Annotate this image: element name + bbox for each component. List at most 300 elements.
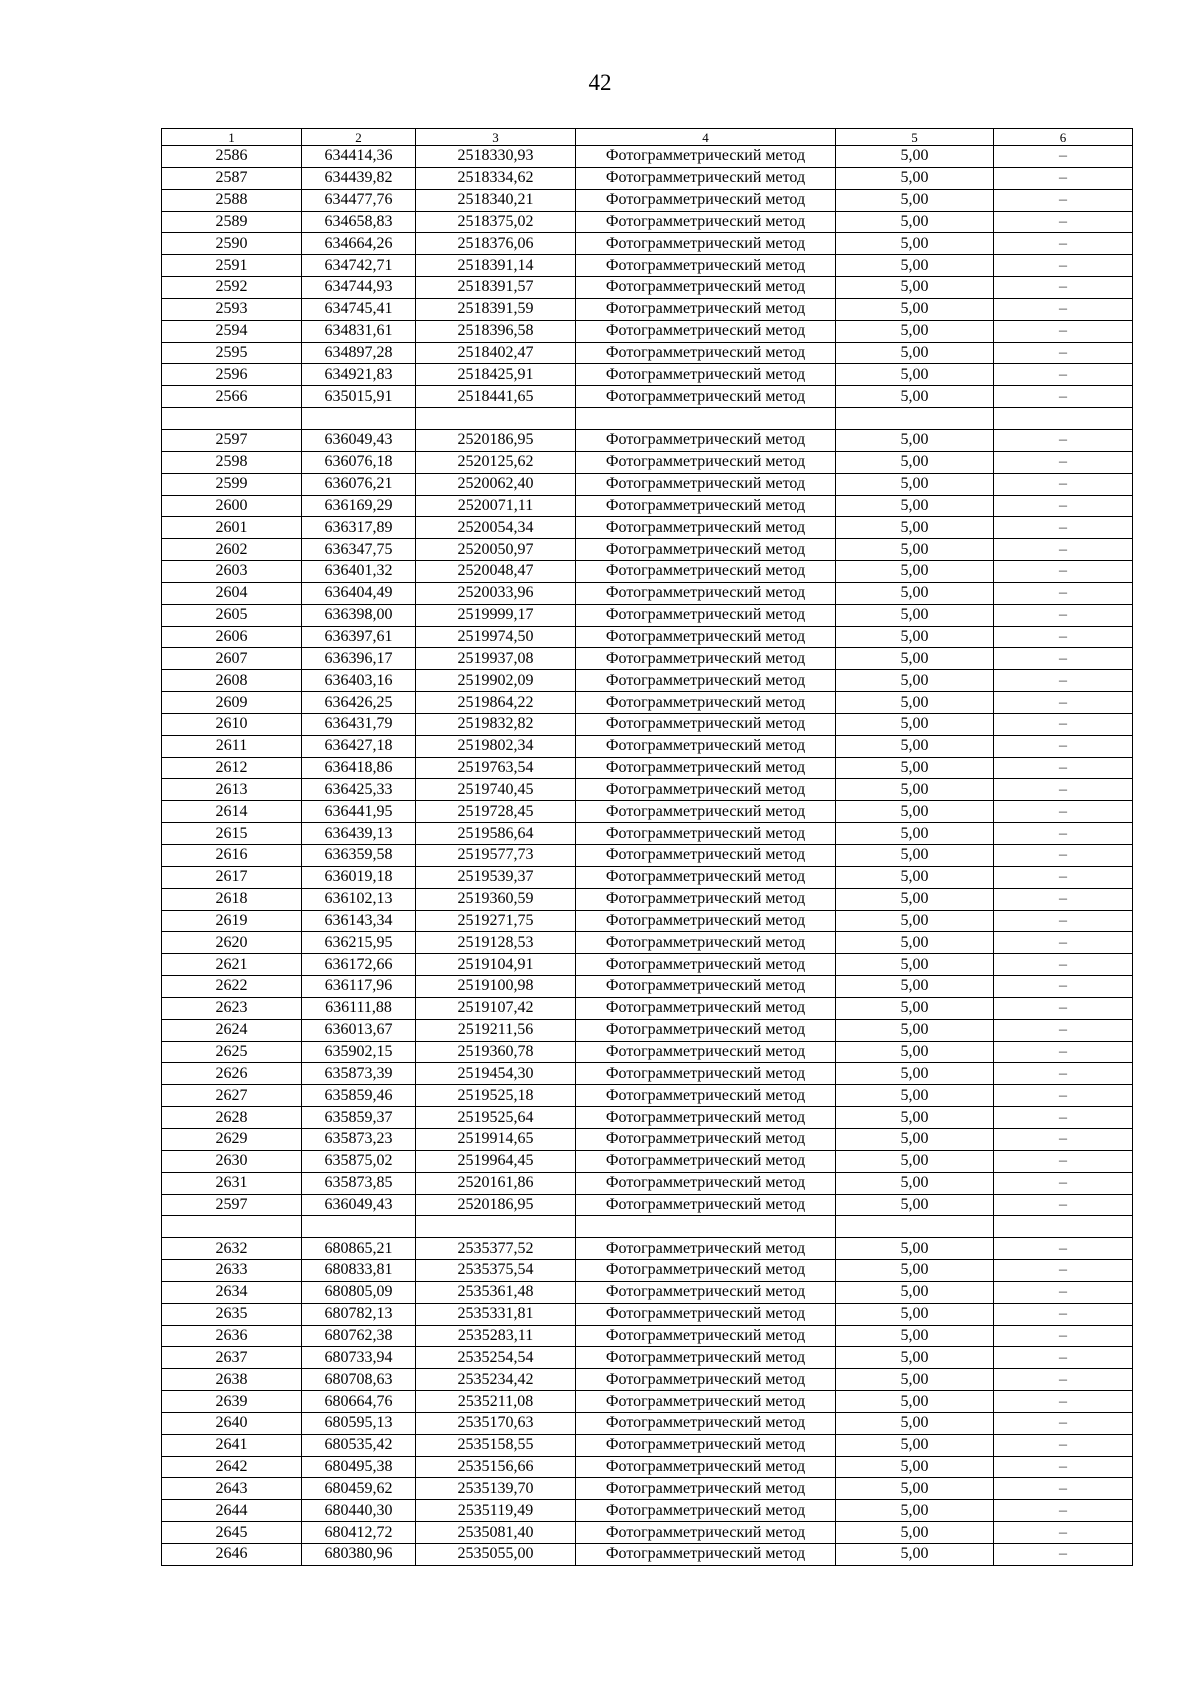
note-cell: – <box>994 779 1133 801</box>
column-header: 5 <box>836 129 994 146</box>
point-number-cell: 2640 <box>162 1412 302 1434</box>
y-coordinate-cell: 2519974,50 <box>416 626 576 648</box>
column-header: 2 <box>302 129 416 146</box>
table-row <box>162 255 1133 277</box>
point-number-cell: 2619 <box>162 910 302 932</box>
y-coordinate-cell: 2519999,17 <box>416 604 576 626</box>
table-row <box>162 866 1133 888</box>
table-row <box>162 1347 1133 1369</box>
accuracy-cell: 5,00 <box>836 451 994 473</box>
note-cell: – <box>994 517 1133 539</box>
accuracy-cell <box>836 408 994 430</box>
x-coordinate-cell: 680495,38 <box>302 1456 416 1478</box>
accuracy-cell: 5,00 <box>836 866 994 888</box>
point-number-cell: 2591 <box>162 255 302 277</box>
accuracy-cell: 5,00 <box>836 1238 994 1260</box>
table-row <box>162 692 1133 714</box>
point-number-cell: 2608 <box>162 670 302 692</box>
accuracy-cell: 5,00 <box>836 954 994 976</box>
point-number-cell: 2601 <box>162 517 302 539</box>
accuracy-cell: 5,00 <box>836 495 994 517</box>
note-cell: – <box>994 1172 1133 1194</box>
note-cell: – <box>994 888 1133 910</box>
note-cell: – <box>994 342 1133 364</box>
method-cell: Фотограмметрический метод <box>576 735 836 757</box>
method-cell: Фотограмметрический метод <box>576 1107 836 1129</box>
note-cell: – <box>994 1500 1133 1522</box>
y-coordinate-cell: 2519525,64 <box>416 1107 576 1129</box>
table-row <box>162 451 1133 473</box>
note-cell: – <box>994 845 1133 867</box>
table-row <box>162 1391 1133 1413</box>
point-number-cell: 2631 <box>162 1172 302 1194</box>
method-cell: Фотограмметрический метод <box>576 779 836 801</box>
accuracy-cell: 5,00 <box>836 1194 994 1216</box>
accuracy-cell: 5,00 <box>836 997 994 1019</box>
method-cell: Фотограмметрический метод <box>576 1391 836 1413</box>
note-cell: – <box>994 277 1133 299</box>
y-coordinate-cell: 2519763,54 <box>416 757 576 779</box>
point-number-cell: 2626 <box>162 1063 302 1085</box>
method-cell: Фотограмметрический метод <box>576 517 836 539</box>
method-cell: Фотограмметрический метод <box>576 451 836 473</box>
accuracy-cell: 5,00 <box>836 1041 994 1063</box>
note-cell: – <box>994 255 1133 277</box>
accuracy-cell: 5,00 <box>836 626 994 648</box>
accuracy-cell: 5,00 <box>836 320 994 342</box>
table-row <box>162 1434 1133 1456</box>
x-coordinate-cell: 635873,39 <box>302 1063 416 1085</box>
method-cell: Фотограмметрический метод <box>576 1500 836 1522</box>
note-cell: – <box>994 932 1133 954</box>
x-coordinate-cell: 634477,76 <box>302 189 416 211</box>
method-cell: Фотограмметрический метод <box>576 954 836 976</box>
table-row <box>162 1456 1133 1478</box>
accuracy-cell: 5,00 <box>836 648 994 670</box>
separator-row <box>162 1216 1133 1238</box>
point-number-cell: 2614 <box>162 801 302 823</box>
note-cell: – <box>994 670 1133 692</box>
y-coordinate-cell: 2518402,47 <box>416 342 576 364</box>
note-cell: – <box>994 1412 1133 1434</box>
method-cell: Фотограмметрический метод <box>576 364 836 386</box>
method-cell: Фотограмметрический метод <box>576 713 836 735</box>
method-cell: Фотограмметрический метод <box>576 1303 836 1325</box>
method-cell: Фотограмметрический метод <box>576 1544 836 1566</box>
x-coordinate-cell: 635873,23 <box>302 1128 416 1150</box>
x-coordinate-cell: 680833,81 <box>302 1260 416 1282</box>
x-coordinate-cell: 636418,86 <box>302 757 416 779</box>
accuracy-cell: 5,00 <box>836 1434 994 1456</box>
x-coordinate-cell: 636427,18 <box>302 735 416 757</box>
method-cell: Фотограмметрический метод <box>576 1522 836 1544</box>
x-coordinate-cell: 636396,17 <box>302 648 416 670</box>
table-row <box>162 954 1133 976</box>
y-coordinate-cell: 2519107,42 <box>416 997 576 1019</box>
table-row <box>162 1019 1133 1041</box>
accuracy-cell: 5,00 <box>836 1085 994 1107</box>
note-cell: – <box>994 1303 1133 1325</box>
y-coordinate-cell: 2519832,82 <box>416 713 576 735</box>
x-coordinate-cell: 635902,15 <box>302 1041 416 1063</box>
point-number-cell: 2607 <box>162 648 302 670</box>
point-number-cell: 2641 <box>162 1434 302 1456</box>
point-number-cell: 2634 <box>162 1281 302 1303</box>
x-coordinate-cell: 636426,25 <box>302 692 416 714</box>
point-number-cell: 2621 <box>162 954 302 976</box>
note-cell: – <box>994 997 1133 1019</box>
x-coordinate-cell: 634414,36 <box>302 146 416 168</box>
note-cell: – <box>994 233 1133 255</box>
note-cell: – <box>994 1019 1133 1041</box>
table-row <box>162 146 1133 168</box>
x-coordinate-cell: 636102,13 <box>302 888 416 910</box>
point-number-cell: 2592 <box>162 277 302 299</box>
accuracy-cell: 5,00 <box>836 888 994 910</box>
table-row <box>162 670 1133 692</box>
accuracy-cell: 5,00 <box>836 517 994 539</box>
point-number-cell: 2612 <box>162 757 302 779</box>
point-number-cell: 2642 <box>162 1456 302 1478</box>
x-coordinate-cell: 680762,38 <box>302 1325 416 1347</box>
point-number-cell: 2610 <box>162 713 302 735</box>
accuracy-cell: 5,00 <box>836 1478 994 1500</box>
table-row <box>162 735 1133 757</box>
point-number-cell: 2602 <box>162 539 302 561</box>
method-cell: Фотограмметрический метод <box>576 626 836 648</box>
point-number-cell: 2598 <box>162 451 302 473</box>
table-row <box>162 582 1133 604</box>
table-row <box>162 888 1133 910</box>
note-cell: – <box>994 1194 1133 1216</box>
note-cell: – <box>994 1281 1133 1303</box>
y-coordinate-cell: 2519100,98 <box>416 976 576 998</box>
table-row <box>162 189 1133 211</box>
point-number-cell: 2644 <box>162 1500 302 1522</box>
note-cell: – <box>994 1041 1133 1063</box>
method-cell: Фотограмметрический метод <box>576 604 836 626</box>
y-coordinate-cell: 2519577,73 <box>416 845 576 867</box>
x-coordinate-cell: 634742,71 <box>302 255 416 277</box>
point-number-cell: 2616 <box>162 845 302 867</box>
note-cell: – <box>994 451 1133 473</box>
y-coordinate-cell: 2518425,91 <box>416 364 576 386</box>
method-cell: Фотограмметрический метод <box>576 648 836 670</box>
x-coordinate-cell: 680782,13 <box>302 1303 416 1325</box>
y-coordinate-cell: 2520186,95 <box>416 429 576 451</box>
y-coordinate-cell: 2520048,47 <box>416 561 576 583</box>
y-coordinate-cell: 2519902,09 <box>416 670 576 692</box>
y-coordinate-cell: 2518391,59 <box>416 298 576 320</box>
note-cell: – <box>994 757 1133 779</box>
note-cell: – <box>994 823 1133 845</box>
accuracy-cell: 5,00 <box>836 604 994 626</box>
y-coordinate-cell: 2535055,00 <box>416 1544 576 1566</box>
x-coordinate-cell: 636111,88 <box>302 997 416 1019</box>
table-row <box>162 713 1133 735</box>
y-coordinate-cell: 2519211,56 <box>416 1019 576 1041</box>
method-cell <box>576 1216 836 1238</box>
accuracy-cell: 5,00 <box>836 1369 994 1391</box>
y-coordinate-cell: 2519740,45 <box>416 779 576 801</box>
x-coordinate-cell: 636439,13 <box>302 823 416 845</box>
x-coordinate-cell: 636019,18 <box>302 866 416 888</box>
note-cell: – <box>994 189 1133 211</box>
table-row <box>162 910 1133 932</box>
method-cell: Фотограмметрический метод <box>576 757 836 779</box>
method-cell: Фотограмметрический метод <box>576 823 836 845</box>
y-coordinate-cell: 2518340,21 <box>416 189 576 211</box>
y-coordinate-cell: 2535139,70 <box>416 1478 576 1500</box>
accuracy-cell: 5,00 <box>836 823 994 845</box>
accuracy-cell: 5,00 <box>836 976 994 998</box>
accuracy-cell: 5,00 <box>836 1456 994 1478</box>
method-cell: Фотограмметрический метод <box>576 997 836 1019</box>
point-number-cell: 2589 <box>162 211 302 233</box>
point-number-cell: 2635 <box>162 1303 302 1325</box>
note-cell: – <box>994 167 1133 189</box>
y-coordinate-cell: 2535377,52 <box>416 1238 576 1260</box>
note-cell: – <box>994 1128 1133 1150</box>
x-coordinate-cell: 680733,94 <box>302 1347 416 1369</box>
accuracy-cell: 5,00 <box>836 801 994 823</box>
note-cell: – <box>994 320 1133 342</box>
y-coordinate-cell: 2518376,06 <box>416 233 576 255</box>
accuracy-cell: 5,00 <box>836 342 994 364</box>
x-coordinate-cell: 636397,61 <box>302 626 416 648</box>
note-cell: – <box>994 1456 1133 1478</box>
note-cell: – <box>994 1369 1133 1391</box>
note-cell: – <box>994 1522 1133 1544</box>
y-coordinate-cell: 2519914,65 <box>416 1128 576 1150</box>
method-cell: Фотограмметрический метод <box>576 1019 836 1041</box>
y-coordinate-cell: 2520186,95 <box>416 1194 576 1216</box>
y-coordinate-cell: 2520062,40 <box>416 473 576 495</box>
x-coordinate-cell: 636401,32 <box>302 561 416 583</box>
y-coordinate-cell: 2535361,48 <box>416 1281 576 1303</box>
y-coordinate-cell: 2535170,63 <box>416 1412 576 1434</box>
table-row <box>162 976 1133 998</box>
note-cell: – <box>994 604 1133 626</box>
method-cell: Фотограмметрический метод <box>576 167 836 189</box>
accuracy-cell: 5,00 <box>836 1150 994 1172</box>
point-number-cell: 2628 <box>162 1107 302 1129</box>
x-coordinate-cell: 636403,16 <box>302 670 416 692</box>
accuracy-cell: 5,00 <box>836 692 994 714</box>
method-cell: Фотограмметрический метод <box>576 1194 836 1216</box>
x-coordinate-cell: 634745,41 <box>302 298 416 320</box>
method-cell: Фотограмметрический метод <box>576 1128 836 1150</box>
table-row <box>162 648 1133 670</box>
accuracy-cell: 5,00 <box>836 1260 994 1282</box>
table-row <box>162 298 1133 320</box>
note-cell: – <box>994 976 1133 998</box>
x-coordinate-cell: 634744,93 <box>302 277 416 299</box>
point-number-cell: 2587 <box>162 167 302 189</box>
point-number-cell: 2604 <box>162 582 302 604</box>
table-row <box>162 1325 1133 1347</box>
point-number-cell: 2629 <box>162 1128 302 1150</box>
x-coordinate-cell: 635875,02 <box>302 1150 416 1172</box>
method-cell: Фотограмметрический метод <box>576 386 836 408</box>
point-number-cell: 2633 <box>162 1260 302 1282</box>
method-cell: Фотограмметрический метод <box>576 1238 836 1260</box>
method-cell: Фотограмметрический метод <box>576 539 836 561</box>
point-number-cell: 2630 <box>162 1150 302 1172</box>
method-cell: Фотограмметрический метод <box>576 146 836 168</box>
accuracy-cell: 5,00 <box>836 670 994 692</box>
accuracy-cell: 5,00 <box>836 386 994 408</box>
accuracy-cell: 5,00 <box>836 1347 994 1369</box>
method-cell: Фотограмметрический метод <box>576 801 836 823</box>
method-cell: Фотограмметрический метод <box>576 429 836 451</box>
y-coordinate-cell: 2519360,59 <box>416 888 576 910</box>
x-coordinate-cell: 634439,82 <box>302 167 416 189</box>
point-number-cell: 2617 <box>162 866 302 888</box>
note-cell: – <box>994 1434 1133 1456</box>
table-row <box>162 342 1133 364</box>
separator-row <box>162 408 1133 430</box>
column-header: 1 <box>162 129 302 146</box>
table-row <box>162 1172 1133 1194</box>
method-cell: Фотограмметрический метод <box>576 298 836 320</box>
method-cell: Фотограмметрический метод <box>576 255 836 277</box>
note-cell: – <box>994 866 1133 888</box>
accuracy-cell: 5,00 <box>836 1412 994 1434</box>
point-number-cell: 2593 <box>162 298 302 320</box>
table-row <box>162 997 1133 1019</box>
table-row <box>162 211 1133 233</box>
method-cell: Фотограмметрический метод <box>576 1063 836 1085</box>
table-row <box>162 801 1133 823</box>
note-cell: – <box>994 1063 1133 1085</box>
table-row <box>162 1128 1133 1150</box>
x-coordinate-cell: 680865,21 <box>302 1238 416 1260</box>
accuracy-cell: 5,00 <box>836 211 994 233</box>
note-cell: – <box>994 561 1133 583</box>
accuracy-cell: 5,00 <box>836 1303 994 1325</box>
x-coordinate-cell: 635873,85 <box>302 1172 416 1194</box>
note-cell: – <box>994 429 1133 451</box>
note-cell: – <box>994 1544 1133 1566</box>
method-cell: Фотограмметрический метод <box>576 473 836 495</box>
note-cell <box>994 1216 1133 1238</box>
table-row <box>162 779 1133 801</box>
method-cell: Фотограмметрический метод <box>576 582 836 604</box>
note-cell: – <box>994 386 1133 408</box>
accuracy-cell: 5,00 <box>836 429 994 451</box>
point-number-cell: 2637 <box>162 1347 302 1369</box>
point-number-cell: 2638 <box>162 1369 302 1391</box>
note-cell: – <box>994 211 1133 233</box>
method-cell: Фотограмметрический метод <box>576 1150 836 1172</box>
point-number-cell: 2605 <box>162 604 302 626</box>
y-coordinate-cell: 2535081,40 <box>416 1522 576 1544</box>
method-cell: Фотограмметрический метод <box>576 910 836 932</box>
method-cell: Фотограмметрический метод <box>576 692 836 714</box>
table-row <box>162 1478 1133 1500</box>
point-number-cell: 2611 <box>162 735 302 757</box>
note-cell: – <box>994 735 1133 757</box>
x-coordinate-cell: 636215,95 <box>302 932 416 954</box>
table-row <box>162 1085 1133 1107</box>
table-row <box>162 1194 1133 1216</box>
accuracy-cell: 5,00 <box>836 735 994 757</box>
table-row <box>162 539 1133 561</box>
table-row <box>162 167 1133 189</box>
x-coordinate-cell: 680595,13 <box>302 1412 416 1434</box>
accuracy-cell: 5,00 <box>836 233 994 255</box>
x-coordinate-cell: 680380,96 <box>302 1544 416 1566</box>
y-coordinate-cell: 2535331,81 <box>416 1303 576 1325</box>
point-number-cell: 2624 <box>162 1019 302 1041</box>
method-cell: Фотограмметрический метод <box>576 670 836 692</box>
point-number-cell: 2636 <box>162 1325 302 1347</box>
method-cell: Фотограмметрический метод <box>576 1347 836 1369</box>
y-coordinate-cell <box>416 408 576 430</box>
x-coordinate-cell: 636117,96 <box>302 976 416 998</box>
table-row <box>162 626 1133 648</box>
table-row <box>162 1303 1133 1325</box>
y-coordinate-cell: 2518391,14 <box>416 255 576 277</box>
x-coordinate-cell: 636172,66 <box>302 954 416 976</box>
method-cell: Фотограмметрический метод <box>576 1085 836 1107</box>
y-coordinate-cell: 2518375,02 <box>416 211 576 233</box>
y-coordinate-cell: 2520033,96 <box>416 582 576 604</box>
y-coordinate-cell: 2519104,91 <box>416 954 576 976</box>
x-coordinate-cell: 636013,67 <box>302 1019 416 1041</box>
y-coordinate-cell: 2520125,62 <box>416 451 576 473</box>
note-cell: – <box>994 648 1133 670</box>
y-coordinate-cell: 2535158,55 <box>416 1434 576 1456</box>
accuracy-cell: 5,00 <box>836 932 994 954</box>
x-coordinate-cell: 636431,79 <box>302 713 416 735</box>
accuracy-cell: 5,00 <box>836 1500 994 1522</box>
y-coordinate-cell: 2519728,45 <box>416 801 576 823</box>
point-number-cell: 2596 <box>162 364 302 386</box>
table-row <box>162 1544 1133 1566</box>
y-coordinate-cell: 2519271,75 <box>416 910 576 932</box>
point-number-cell: 2643 <box>162 1478 302 1500</box>
y-coordinate-cell: 2535156,66 <box>416 1456 576 1478</box>
y-coordinate-cell: 2519586,64 <box>416 823 576 845</box>
method-cell: Фотограмметрический метод <box>576 1456 836 1478</box>
y-coordinate-cell: 2518441,65 <box>416 386 576 408</box>
table-row <box>162 1500 1133 1522</box>
note-cell: – <box>994 626 1133 648</box>
point-number-cell: 2613 <box>162 779 302 801</box>
method-cell: Фотограмметрический метод <box>576 277 836 299</box>
method-cell: Фотограмметрический метод <box>576 233 836 255</box>
point-number-cell: 2586 <box>162 146 302 168</box>
note-cell: – <box>994 298 1133 320</box>
table-row <box>162 757 1133 779</box>
x-coordinate-cell: 635859,37 <box>302 1107 416 1129</box>
x-coordinate-cell: 636317,89 <box>302 517 416 539</box>
note-cell: – <box>994 1391 1133 1413</box>
accuracy-cell: 5,00 <box>836 845 994 867</box>
note-cell: – <box>994 1260 1133 1282</box>
x-coordinate-cell: 680459,62 <box>302 1478 416 1500</box>
method-cell: Фотограмметрический метод <box>576 888 836 910</box>
table-row <box>162 823 1133 845</box>
accuracy-cell: 5,00 <box>836 1107 994 1129</box>
point-number-cell: 2606 <box>162 626 302 648</box>
point-number-cell: 2594 <box>162 320 302 342</box>
x-coordinate-cell: 680708,63 <box>302 1369 416 1391</box>
point-number-cell: 2632 <box>162 1238 302 1260</box>
table-row <box>162 386 1133 408</box>
